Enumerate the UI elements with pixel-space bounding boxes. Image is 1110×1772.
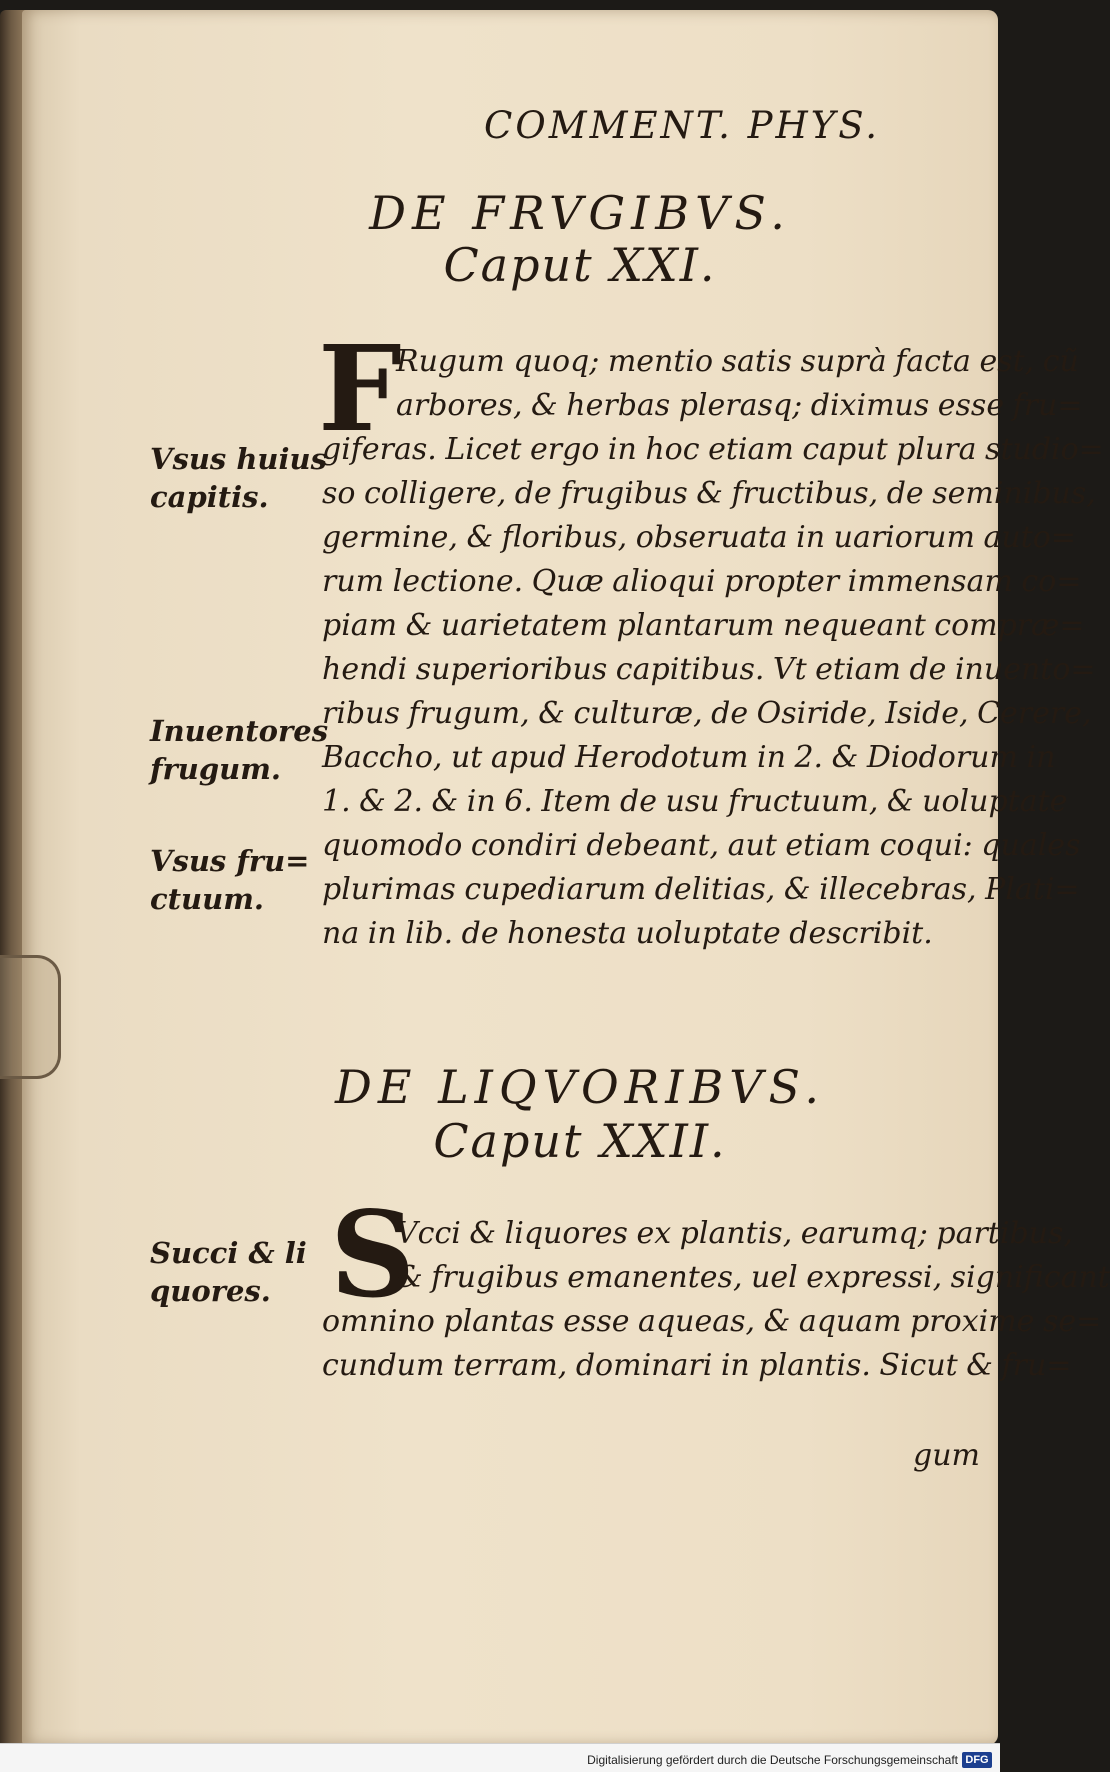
text-line: quomodo condiri debeant, aut etiam coqui: quales	[322, 828, 1081, 863]
margin-note-succi: Succi & li quores.	[150, 1236, 307, 1308]
text-line: & frugibus emanentes, uel expressi, significant	[396, 1260, 1110, 1295]
text-line: plurimas cupediarum delitias, & illecebras, Plati=	[322, 872, 1080, 907]
text-line: omnino plantas esse aqueas, & aquam proxime se=	[322, 1304, 1102, 1339]
margin-note-inuentores: Inuentores frugum.	[150, 714, 329, 786]
dropcap-s: S	[330, 1185, 416, 1324]
text-line: germine, & floribus, obseruata in uariorum auto=	[322, 520, 1076, 555]
text-line: so colligere, de frugibus & fructibus, de seminibus,	[322, 476, 1096, 511]
text-line: 1. & 2. & in 6. Item de usu fructuum, & uoluptate	[322, 784, 1068, 819]
chapter-subtitle-1: Caput XXI.	[443, 238, 717, 292]
text-line: hendi superioribus capitibus. Vt etiam de inuento=	[322, 652, 1096, 687]
digitization-credit: Digitalisierung gefördert durch die Deutsche Forschungsgemeinschaft	[587, 1753, 958, 1767]
dropcap-f: F	[318, 319, 402, 458]
text-line: na in lib. de honesta uoluptate describit.	[322, 916, 933, 951]
chapter-title-1: DE FRVGIBVS.	[369, 186, 791, 240]
text-line: cundum terram, dominari in plantis. Sicut & fru=	[322, 1348, 1072, 1383]
text-line: giferas. Licet ergo in hoc etiam caput plura studio=	[322, 432, 1104, 467]
margin-note-usus-huius: Vsus huius capitis.	[150, 442, 327, 514]
page-clip	[0, 955, 61, 1079]
chapter-title-2: DE LIQVORIBVS.	[335, 1060, 825, 1114]
text-line: Rugum quoq; mentio satis suprà facta est, cũ	[396, 344, 1079, 379]
text-line: rum lectione. Quæ alioqui propter immensam co=	[322, 564, 1082, 599]
text-line: piam & uarietatem plantarum nequeant compræ=	[322, 608, 1085, 643]
text-line: ribus frugum, & culturæ, de Osiride, Iside, Cerere,	[322, 696, 1092, 731]
margin-note-usus-fructuum: Vsus fru= ctuum.	[150, 844, 310, 916]
chapter-subtitle-2: Caput XXII.	[433, 1114, 727, 1168]
text-line: Baccho, ut apud Herodotum in 2. & Diodorum in	[322, 740, 1056, 775]
chapter1-body	[322, 340, 1104, 956]
dfg-logo-icon: DFG	[962, 1752, 992, 1768]
catchword: gum	[913, 1438, 980, 1473]
footer-bar	[0, 1743, 1000, 1772]
chapter2-body	[322, 1212, 1110, 1388]
running-head: COMMENT. PHYS.	[484, 104, 880, 147]
text-line: arbores, & herbas plerasq; diximus esse fru=	[396, 388, 1083, 423]
text-line: Vcci & liquores ex plantis, earumq; partibus,	[396, 1216, 1073, 1251]
